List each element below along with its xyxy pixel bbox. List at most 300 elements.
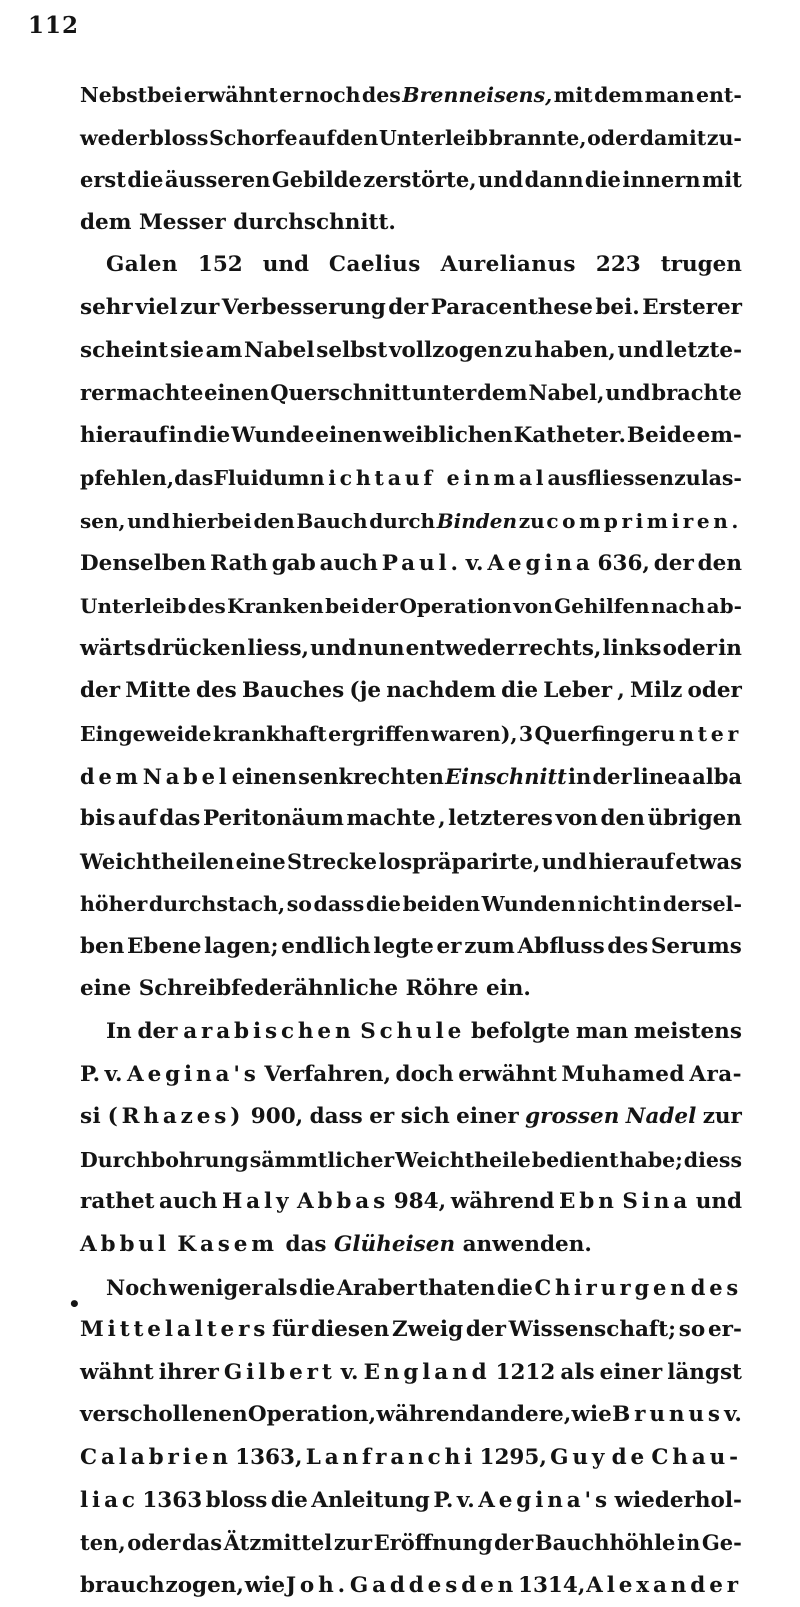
word: liac [80, 1487, 139, 1513]
text-line [80, 1309, 742, 1352]
word: und [605, 380, 651, 406]
word: zur [180, 294, 220, 320]
word: wiederhol- [614, 1487, 742, 1513]
word: Nebstbei [80, 83, 183, 107]
text-line [80, 1480, 742, 1523]
word: auch [159, 1189, 218, 1215]
text-line [80, 883, 742, 926]
word: als [560, 1359, 595, 1385]
word: Unterleib [80, 594, 187, 619]
word: letzteres [448, 806, 553, 832]
text-line [80, 159, 742, 202]
text-line [80, 926, 742, 969]
word: erwähnt [458, 1061, 557, 1087]
word: ausfliessen [547, 466, 674, 491]
text-line [80, 1394, 742, 1437]
word: dem [80, 763, 142, 789]
word: übrigen [647, 806, 742, 832]
word: die [496, 1274, 533, 1300]
word: brannte, [488, 125, 587, 150]
word: wähnt [80, 1359, 154, 1385]
word: pfehlen, [80, 466, 174, 491]
word: weiblichen [382, 422, 513, 448]
word: Wissenschaft; [508, 1317, 677, 1343]
word: Wunden [481, 892, 576, 917]
word: Glüheisen [334, 1232, 456, 1258]
word: Joh. [285, 1572, 350, 1598]
word: für [272, 1317, 309, 1343]
word: Lanfranchi [305, 1445, 477, 1470]
text-line [80, 415, 742, 458]
word: drücken [146, 635, 247, 661]
word: 900, [250, 1104, 304, 1130]
word: die [270, 1487, 308, 1513]
word: der [360, 594, 399, 619]
word: erwähnt [183, 83, 278, 107]
word: oder [127, 1530, 181, 1556]
word: einen [231, 763, 297, 789]
word: Weichtheile [395, 1147, 531, 1172]
word: Gebilde [271, 167, 362, 193]
text-line [80, 1181, 742, 1224]
word: wie [244, 1572, 286, 1598]
word: ent- [695, 83, 742, 107]
word: sich [400, 1104, 450, 1130]
text-line [80, 585, 742, 628]
word: wie [571, 1402, 612, 1428]
word: Einschnitt [445, 763, 567, 789]
word: Katheter. [513, 422, 626, 448]
word: und [541, 848, 587, 874]
word: scheint [80, 337, 169, 363]
word: Peritonäum [202, 806, 344, 832]
word: linea [632, 763, 691, 789]
word: in [677, 1530, 701, 1556]
word: Aegina [487, 550, 594, 576]
word: P. [80, 1061, 101, 1087]
word: 152 [197, 252, 243, 278]
text-line [80, 1096, 742, 1139]
word: v. [456, 1487, 475, 1513]
word: andere, [480, 1402, 572, 1428]
word: dersel- [662, 892, 742, 917]
word: ben [80, 933, 125, 959]
word: eine [80, 976, 132, 1002]
word: bei [325, 594, 360, 619]
word: Ge- [701, 1530, 742, 1556]
word: nun [357, 635, 405, 661]
word: Ara- [689, 1061, 742, 1087]
word: er [369, 1104, 395, 1130]
word: Gaddesden [349, 1572, 518, 1598]
word: diess [683, 1147, 742, 1172]
word: das [285, 1232, 327, 1258]
word: 1295, [479, 1445, 547, 1470]
text-line [80, 841, 742, 884]
word: man [575, 1019, 629, 1045]
word: von [555, 806, 598, 832]
word: 984, [393, 1189, 447, 1215]
text-line [80, 287, 742, 330]
word: 3 [518, 721, 534, 746]
text-line [80, 628, 742, 671]
word: Serums [650, 933, 742, 959]
word: (Rhazes) [107, 1104, 245, 1130]
word: die [365, 892, 401, 917]
word: comprimiren. [546, 508, 742, 533]
word: viel [135, 294, 178, 320]
word: P. [433, 1487, 454, 1513]
word: Ersterer [642, 294, 742, 320]
word: sen, [80, 508, 126, 533]
word: hierauf [588, 848, 674, 874]
text-line [80, 1054, 742, 1097]
word: machte [346, 806, 436, 832]
word: und [695, 1189, 742, 1215]
text-line [80, 756, 742, 799]
text-line [80, 798, 742, 841]
word: innern [622, 167, 701, 193]
word: Muhamed [561, 1061, 685, 1087]
word: während [450, 1189, 555, 1215]
word: Schorfe [209, 125, 298, 150]
word: oder [662, 635, 717, 661]
word: die [584, 167, 621, 193]
word: 1212 [495, 1359, 556, 1385]
word: einer [599, 1359, 663, 1385]
word: in [168, 422, 193, 448]
text-line [80, 1565, 742, 1607]
word: dem [594, 83, 644, 107]
word: legte [373, 933, 434, 959]
word: alba [692, 763, 742, 789]
word: letzte- [665, 337, 742, 363]
word: höher [80, 892, 148, 917]
word: de [611, 1445, 649, 1470]
word: Eröffnung [373, 1530, 493, 1556]
text-line [80, 457, 742, 500]
word: Verfahren, [264, 1061, 391, 1087]
word: bis [80, 806, 116, 832]
word: und [310, 635, 357, 661]
text-line [80, 713, 742, 756]
word: des [607, 933, 649, 959]
word: lospräparirte, [378, 848, 541, 874]
word: zu- [706, 125, 742, 150]
text-line [80, 244, 742, 287]
word: Unterleib [378, 125, 488, 150]
word: Querfinger [534, 721, 660, 746]
word: am [205, 337, 243, 363]
word: anwenden. [462, 1232, 592, 1258]
word: Schule [360, 1019, 466, 1045]
word: Sina [622, 1189, 692, 1215]
word: der [494, 1530, 534, 1556]
text-line [80, 372, 742, 415]
word: Beide [626, 422, 696, 448]
margin-mark: • [68, 1292, 81, 1316]
text-line [80, 1267, 742, 1310]
word: befolgte [470, 1019, 571, 1045]
word: zu [674, 466, 701, 491]
word: das [159, 806, 201, 832]
word: Abbas [296, 1189, 390, 1215]
word: Aurelianus [440, 252, 576, 278]
word: v. [724, 1402, 742, 1428]
word: in [568, 763, 592, 789]
word: ten, [80, 1530, 126, 1556]
word: noch [304, 83, 361, 107]
text-line [80, 1352, 742, 1395]
word: Gehilfen [554, 594, 650, 619]
word: Aegina's [127, 1061, 260, 1087]
word: Aegina's [478, 1487, 611, 1513]
page-number: 112 [28, 12, 80, 39]
word: nach [651, 594, 706, 619]
text-line [80, 670, 742, 713]
word: Nabel [244, 337, 315, 363]
word: ergriffen [328, 721, 430, 746]
word: den [697, 550, 742, 576]
word: krankhaft [212, 721, 327, 746]
word: einen [315, 422, 383, 448]
word: durchstach, [148, 892, 286, 917]
word: Milz [629, 678, 683, 704]
word: thaten [418, 1274, 496, 1300]
word: trugen [660, 252, 742, 278]
word: Chau- [651, 1445, 742, 1470]
text-line [80, 74, 742, 117]
word: , [617, 678, 625, 704]
word: äusseren [164, 167, 271, 193]
word: von [513, 594, 553, 619]
word: oder [687, 678, 742, 704]
word: verschollenen [80, 1402, 248, 1428]
word: zur [333, 1530, 373, 1556]
word: unter [411, 380, 477, 406]
word: brauch [80, 1572, 165, 1598]
word: vollzogen [388, 337, 504, 363]
word: der [592, 763, 632, 789]
word: Kasem [177, 1232, 278, 1258]
word: Wunde [231, 422, 315, 448]
word: ab- [706, 594, 742, 619]
word: Fluidum [213, 466, 310, 491]
word: den [253, 508, 295, 533]
text-line [80, 543, 742, 586]
word: doch [395, 1061, 454, 1087]
text-line [80, 500, 742, 543]
word: eine [235, 848, 286, 874]
word: Bauch [296, 508, 368, 533]
word: Rath [210, 550, 268, 576]
word: Schreibfederähnliche [138, 976, 399, 1002]
word: Mitte [125, 678, 191, 704]
word: auf [117, 806, 157, 832]
word: Operation [399, 594, 512, 619]
word: Paracenthese [430, 294, 593, 320]
word: Noch [106, 1274, 168, 1300]
body-text [80, 74, 742, 1607]
word: v. [340, 1359, 359, 1385]
word: (je [349, 678, 382, 704]
text-line [80, 1437, 742, 1480]
word: Nadel [625, 1104, 697, 1130]
word: oder [587, 125, 639, 150]
text-line [80, 202, 742, 245]
word: unter [660, 721, 742, 746]
word: in [718, 635, 742, 661]
word: rathet [80, 1189, 155, 1215]
word: den [335, 125, 379, 150]
word: als [264, 1274, 298, 1300]
word: dann [524, 167, 584, 193]
word: er [436, 933, 462, 959]
word: des [361, 83, 401, 107]
word: die [501, 678, 539, 704]
word: Verbesserung [221, 294, 386, 320]
word: waren), [431, 721, 518, 746]
word: Chirurgen [534, 1274, 690, 1300]
word: Kranken [227, 594, 324, 619]
word: der [137, 1019, 178, 1045]
word: hierbei [172, 508, 252, 533]
word: Paul. [381, 550, 462, 576]
word: und [262, 252, 309, 278]
word: sehr [80, 294, 133, 320]
word: Alexander [586, 1572, 742, 1598]
word: Bauchhöhle [534, 1530, 676, 1556]
word: weniger [168, 1274, 263, 1300]
word: längst [667, 1359, 742, 1385]
word: des [690, 1274, 742, 1300]
word: dem [477, 380, 528, 406]
word: zerstörte, [363, 167, 477, 193]
word: Anleitung [311, 1487, 430, 1513]
word: durchschnitt. [233, 209, 396, 235]
text-line [80, 330, 742, 373]
word: er [279, 83, 304, 107]
word: 1363 [142, 1487, 203, 1513]
word: Haly [221, 1189, 293, 1215]
word: Guy [550, 1445, 609, 1470]
word: Querschnitt [270, 380, 411, 406]
word: Abbul [80, 1232, 170, 1258]
word: mit [701, 167, 742, 193]
word: den [600, 806, 645, 832]
word: endlich [281, 933, 371, 959]
word: Caelius [328, 252, 421, 278]
word: Ebene [127, 933, 202, 959]
word: si [80, 1104, 102, 1130]
text-line [80, 1139, 742, 1182]
word: England [363, 1359, 491, 1385]
word: dem [80, 209, 132, 235]
word: Nabel, [528, 380, 605, 406]
word: 636, [597, 550, 650, 576]
word: mit [553, 83, 593, 107]
word: Brenneisens, [402, 83, 553, 107]
word: Denselben [80, 550, 207, 576]
word: Galen [106, 252, 178, 278]
word: habe; [619, 1147, 683, 1172]
word: Eingeweide [80, 721, 212, 746]
word: man [644, 83, 695, 107]
word: zum [464, 933, 515, 959]
word: die [127, 167, 164, 193]
word: er- [707, 1317, 742, 1343]
word: Brunus [612, 1402, 724, 1428]
word: las- [700, 466, 742, 491]
word: Calabrien [80, 1445, 232, 1470]
word: während [376, 1402, 481, 1428]
word: das [181, 1530, 223, 1556]
word: so [678, 1317, 706, 1343]
word: rechts, [518, 635, 602, 661]
word: gab [271, 550, 316, 576]
word: weder [80, 125, 149, 150]
word: Bauches [241, 678, 345, 704]
word: sämmtlicher [249, 1147, 395, 1172]
word: meistens [633, 1019, 742, 1045]
text-line [80, 1522, 742, 1565]
word: 223 [595, 252, 641, 278]
word: Abfluss [517, 933, 605, 959]
word: dass [309, 1104, 363, 1130]
word: nicht [309, 466, 388, 491]
word: haben, [534, 337, 616, 363]
word: Strecke [286, 848, 377, 874]
word: hierauf [80, 422, 168, 448]
word: links [602, 635, 662, 661]
word: v. [104, 1061, 123, 1087]
word: der [388, 294, 429, 320]
word: die [193, 422, 231, 448]
word: und [477, 167, 524, 193]
word: , [438, 806, 446, 832]
word: em- [696, 422, 742, 448]
word: entweder [405, 635, 518, 661]
word: senkrechten [298, 763, 444, 789]
word: Binden [436, 508, 518, 533]
word: dass [313, 892, 365, 917]
word: lagen; [204, 933, 279, 959]
word: Weichtheilen [80, 848, 235, 874]
word: Durchbohrung [80, 1147, 249, 1172]
word: auf einmal [387, 466, 548, 491]
word: Zweig [392, 1317, 464, 1343]
word: Ebn [559, 1189, 618, 1215]
word: Ätzmittel [223, 1530, 333, 1556]
text-line [80, 1224, 742, 1267]
word: wärts [80, 635, 146, 661]
word: der [465, 1317, 506, 1343]
word: des [187, 594, 226, 619]
word: etwas [675, 848, 742, 874]
word: sie [169, 337, 204, 363]
word: 1363, [235, 1445, 303, 1470]
word: arabischen [183, 1019, 355, 1045]
word: bei. [595, 294, 640, 320]
word: und [127, 508, 171, 533]
word: nachdem [386, 678, 496, 704]
word: diesen [310, 1317, 390, 1343]
word: auch [319, 550, 378, 576]
word: Mittelalters [80, 1317, 270, 1343]
word: Röhre [405, 976, 479, 1002]
word: zur [702, 1104, 742, 1130]
word: durch [369, 508, 436, 533]
